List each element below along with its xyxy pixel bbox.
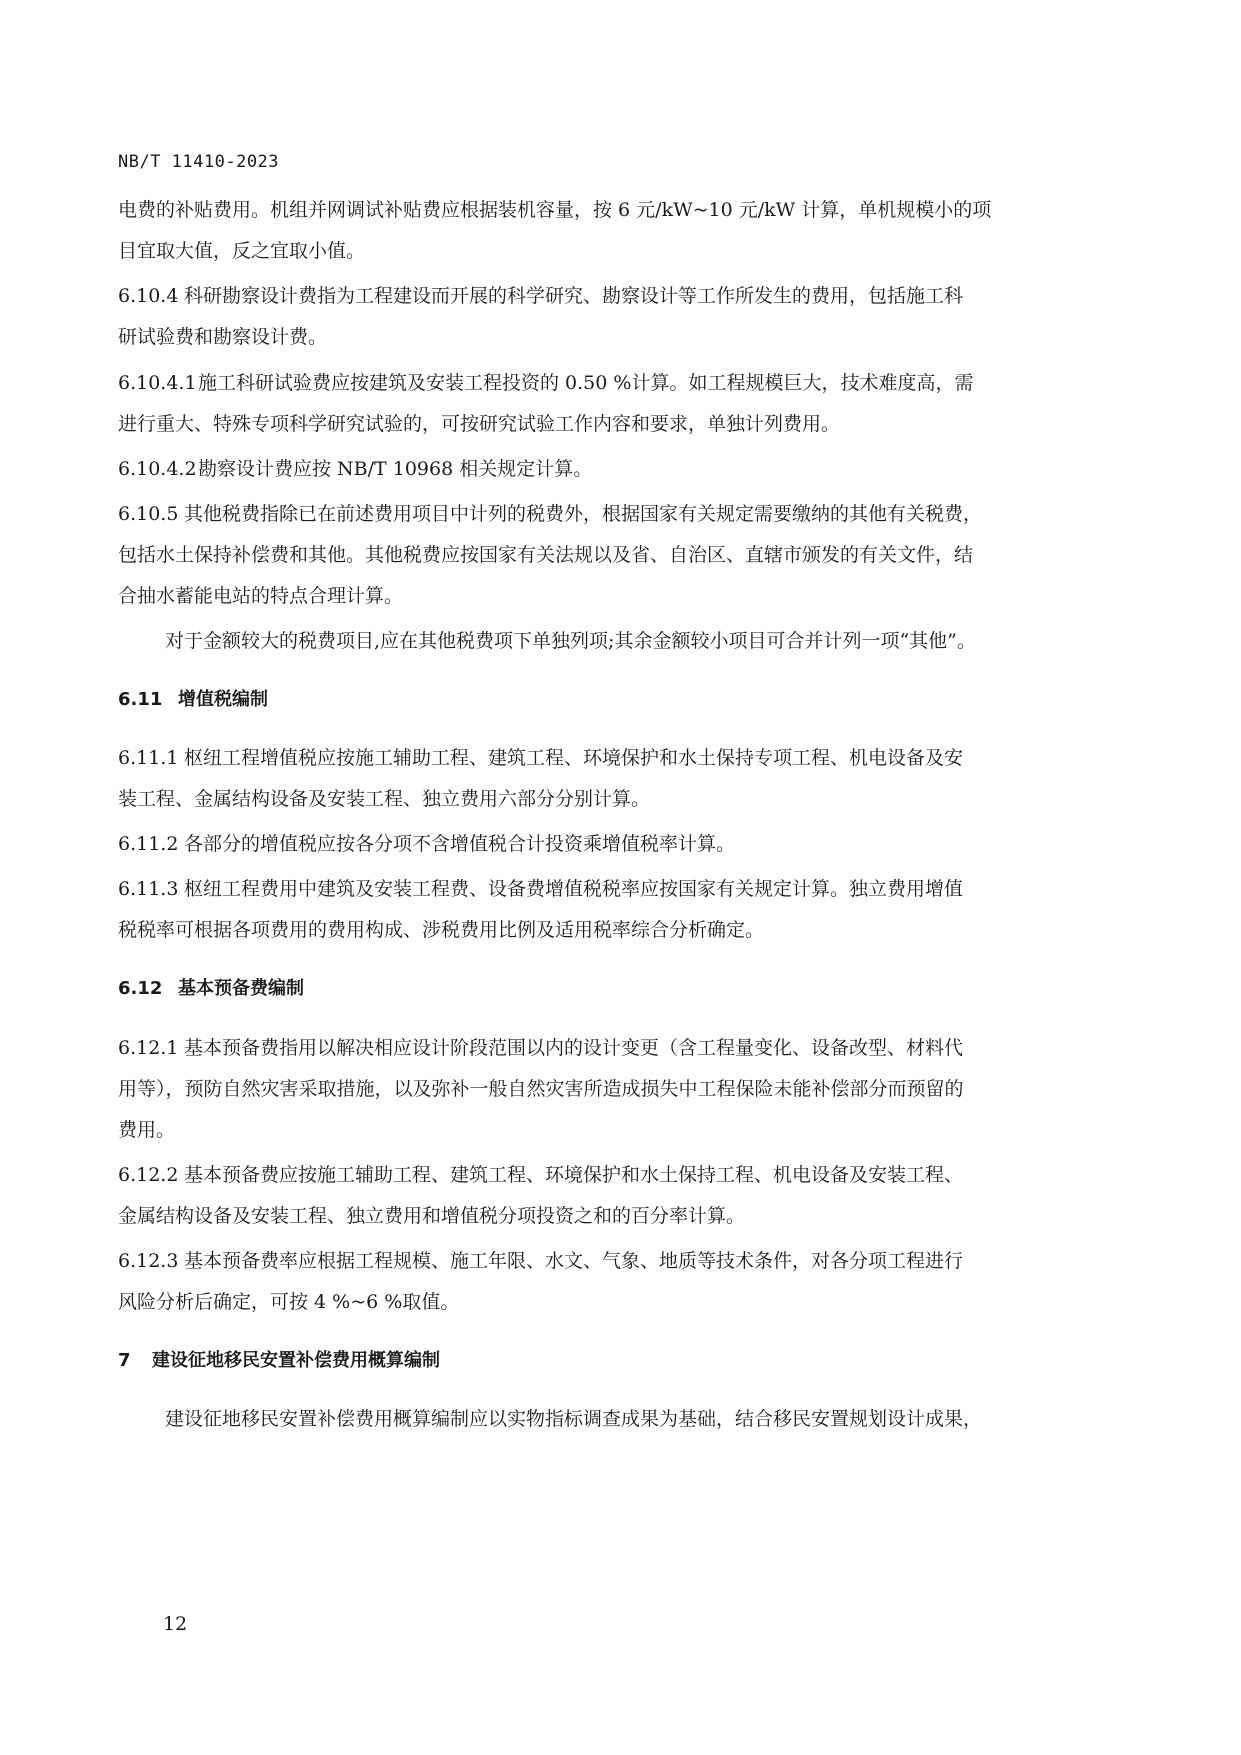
clause-6-11-2	[118, 832, 1128, 856]
clause-text: 基本预备费应按施工辅助工程、建筑工程、环境保护和水土保持工程、机电设备及安装工程、	[184, 1164, 964, 1186]
page-number: 12	[163, 1613, 188, 1635]
clause-text: 其他税费指除已在前述费用项目中计列的税费外，根据国家有关规定需要缴纳的其他有关税费，	[184, 503, 983, 525]
clause-6-12-1	[118, 1036, 1128, 1060]
section-number: 6.12	[118, 978, 163, 999]
clause-number: 6.12.3	[118, 1250, 179, 1272]
line-text: 装工程、金属结构设备及安装工程、独立费用六部分分别计算。	[118, 788, 651, 810]
line-text: 税税率可根据各项费用的费用构成、涉税费用比例及适用税率综合分析确定。	[118, 919, 765, 941]
clause-text: 科研勘察设计费指为工程建设而开展的科学研究、勘察设计等工作所发生的费用，包括施工科	[184, 285, 964, 307]
line-text: 对于金额较大的税费项目,应在其他税费项下单独列项;其余金额较小项目可合并计列一项“其他”。	[165, 630, 976, 652]
text-line	[118, 1118, 1128, 1142]
text-line	[118, 787, 1128, 811]
clause-6-10-4	[118, 284, 1128, 308]
text-line	[118, 1290, 1128, 1314]
text-line	[118, 412, 1128, 436]
clause-text: 枢纽工程增值税应按施工辅助工程、建筑工程、环境保护和水土保持专项工程、机电设备及安	[184, 747, 964, 769]
clause-number: 6.12.1	[118, 1037, 179, 1059]
line-text: 研试验费和勘察设计费。	[118, 326, 328, 348]
text-line	[118, 1204, 1128, 1228]
clause-6-12-3	[118, 1249, 1128, 1273]
clause-text: 枢纽工程费用中建筑及安装工程费、设备费增值税税率应按国家有关规定计算。独立费用增值	[184, 878, 964, 900]
clause-text: 基本预备费率应根据工程规模、施工年限、水文、气象、地质等技术条件，对各分项工程进行	[184, 1250, 964, 1272]
line-text: 进行重大、特殊专项科学研究试验的，可按研究试验工作内容和要求，单独计列费用。	[118, 413, 841, 435]
clause-text: 各部分的增值税应按各分项不含增值税合计投资乘增值税率计算。	[184, 833, 736, 855]
line-text: 目宜取大值，反之宜取小值。	[118, 240, 366, 262]
line-text: 合抽水蓄能电站的特点合理计算。	[118, 585, 404, 607]
text-line	[118, 1077, 1128, 1101]
clause-number: 6.10.5	[118, 503, 179, 525]
chapter-title: 建设征地移民安置补偿费用概算编制	[152, 1350, 440, 1371]
clause-text: 基本预备费指用以解决相应设计阶段范围以内的设计变更（含工程量变化、设备改型、材料代	[184, 1037, 964, 1059]
text-line	[118, 198, 1128, 222]
clause-number: 6.11.1	[118, 747, 179, 769]
clause-number: 6.10.4.1	[118, 372, 197, 394]
text-line	[118, 918, 1128, 942]
text-line	[118, 325, 1128, 349]
paragraph-line	[165, 1407, 1175, 1431]
line-text: 包括水土保持补偿费和其他。其他税费应按国家有关法规以及省、自治区、直辖市颁发的有关文件，结	[118, 544, 974, 566]
section-number: 6.11	[118, 689, 163, 710]
line-text: 金属结构设备及安装工程、独立费用和增值税分项投资之和的百分率计算。	[118, 1205, 746, 1227]
text-line	[118, 239, 1128, 263]
line-text: 建设征地移民安置补偿费用概算编制应以实物指标调查成果为基础，结合移民安置规划设计成果，	[165, 1408, 983, 1430]
section-heading-6-11	[118, 688, 1128, 712]
clause-6-12-2	[118, 1163, 1128, 1187]
clause-6-10-5	[118, 502, 1128, 526]
standard-code-header: NB/T 11410-2023	[118, 152, 280, 172]
clause-text: 施工科研试验费应按建筑及安装工程投资的 0.50 %计算。如工程规模巨大，技术难度高，需	[198, 372, 974, 394]
clause-text: 勘察设计费应按 NB/T 10968 相关规定计算。	[198, 458, 593, 480]
line-text: 风险分析后确定，可按 4 %~6 %取值。	[118, 1291, 460, 1313]
clause-6-10-4-1	[118, 371, 1128, 395]
section-heading-6-12	[118, 977, 1128, 1001]
text-line	[118, 584, 1128, 608]
clause-number: 6.10.4.2	[118, 458, 197, 480]
section-title: 基本预备费编制	[178, 978, 304, 999]
clause-6-11-1	[118, 746, 1128, 770]
paragraph-line	[165, 629, 1175, 653]
line-text: 用等），预防自然灾害采取措施，以及弥补一般自然灾害所造成损失中工程保险未能补偿部分而预留的	[118, 1078, 964, 1100]
line-text: 电费的补贴费用。机组并网调试补贴费应根据装机容量，按 6 元/kW~10 元/kW 计算，单机规模小的项	[118, 199, 992, 221]
text-line	[118, 543, 1128, 567]
chapter-heading-7	[118, 1349, 1128, 1373]
section-title: 增值税编制	[178, 689, 268, 710]
chapter-number: 7	[118, 1350, 131, 1371]
clause-number: 6.12.2	[118, 1164, 179, 1186]
clause-6-11-3	[118, 877, 1128, 901]
line-text: 费用。	[118, 1119, 176, 1141]
clause-6-10-4-2	[118, 457, 1128, 481]
clause-number: 6.11.2	[118, 833, 179, 855]
clause-number: 6.11.3	[118, 878, 179, 900]
clause-number: 6.10.4	[118, 285, 179, 307]
